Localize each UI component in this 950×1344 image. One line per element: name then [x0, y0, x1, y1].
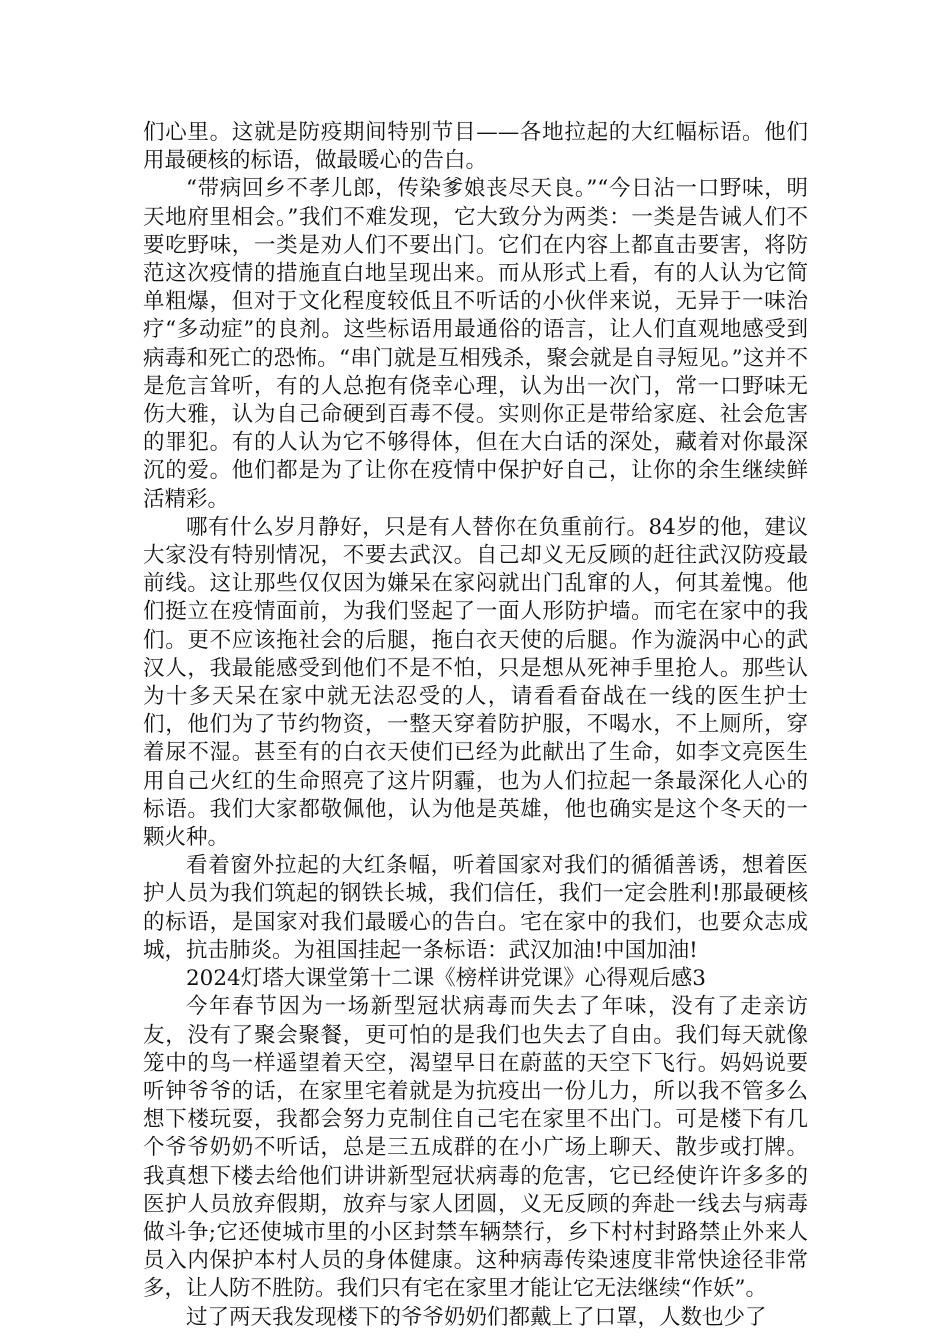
paragraph-3: 哪有什么岁月静好，只是有人替你在负重前行。84岁的他，建议大家没有特别情况，不要去武汉。自己却义无反顾的赶往武汉防疫最前线。这让那些仅仅因为嫌呆在家闷就出门乱窜的人，何其羞愧。他们挺立在疫情面前，为我们竖起了一面人形防护墙。而宅在家中的我们。更不应该拖社会的后腿，拖白衣天使的后腿。作为漩涡中心的武汉人，我最能感受到他们不是不怕，只是想从死神手里抢人。那些认为十多天呆在家中就无法忍受的人，请看看奋战在一线的医生护士们，他们为了节约物资，一整天穿着防护服，不喝水，不上厕所，穿着尿不湿。甚至有的白衣天使们已经为此献出了生命，如李文亮医生用自己火红的生命照亮了这片阴霾，也为人们拉起一条最深化人心的标语。我们大家都敬佩他，认为他是英雄，他也确实是这个冬天的一颗火种。: [143, 514, 808, 851]
paragraph-2: “带病回乡不孝儿郎，传染爹娘丧尽天良。”“今日沾一口野味，明天地府里相会。”我们不难发现，它大致分为两类：一类是告诫人们不要吃野味，一类是劝人们不要出门。它们在内容上都直击要害，将防范这次疫情的措施直白地呈现出来。而从形式上看，有的人认为它简单粗爆，但对于文化程度较低且不听话的小伙伴来说，无异于一味治疗“多动症”的良剂。这些标语用最通俗的语言，让人们直观地感受到病毒和死亡的恐怖。“串门就是互相残杀，聚会就是自寻短见。”这并不是危言耸听，有的人总抱有侥幸心理，认为出一次门，常一口野味无伤大雅，认为自己命硬到百毒不侵。实则你正是带给家庭、社会危害的罪犯。有的人认为它不够得体，但在大白话的深处，藏着对你最深沉的爱。他们都是为了让你在疫情中保护好自己，让你的余生继续鲜活精彩。: [143, 176, 808, 512]
paragraph-6: 过了两天我发现楼下的爷爷奶奶们都戴上了口罩，人数也少了: [186, 1304, 767, 1330]
paragraph-4: 看着窗外拉起的大红条幅，听着国家对我们的循循善诱，想着医护人员为我们筑起的钢铁长城，我们信任，我们一定会胜利!那最硬核的标语，是国家对我们最暖心的告白。宅在家中的我们，也要众志成城，抗击肺炎。为祖国挂起一条标语：武汉加油!中国加油!: [143, 853, 808, 963]
paragraph-1: 们心里。这就是防疫期间特别节目——各地拉起的大红幅标语。他们用最硬核的标语，做最暖心的告白。: [143, 120, 808, 174]
document-page: [143, 119, 808, 1332]
section-heading: 2024灯塔大课堂第十二课《榜样讲党课》心得观后感3: [186, 966, 706, 992]
paragraph-5: 今年春节因为一场新型冠状病毒而失去了年味，没有了走亲访友，没有了聚会聚餐，更可怕的是我们也失去了自由。我们每天就像笼中的鸟一样遥望着天空，渴望早日在蔚蓝的天空下飞行。妈妈说要听钟爷爷的话，在家里宅着就是为抗疫出一份儿力，所以我不管多么想下楼玩耍，我都会努力克制住自己宅在家里不出门。可是楼下有几个爷爷奶奶不听话，总是三五成群的在小广场上聊天、散步或打牌。我真想下楼去给他们讲讲新型冠状病毒的危害，它已经使许许多多的医护人员放弃假期，放弃与家人团圆，义无反顾的奔赴一线去与病毒做斗争;它还使城市里的小区封禁车辆禁行，乡下村村封路禁止外来人员入内保护本村人员的身体健康。这种病毒传染速度非常快途径非常多，让人防不胜防。我们只有宅在家里才能让它无法继续“作妖”。: [143, 994, 808, 1302]
